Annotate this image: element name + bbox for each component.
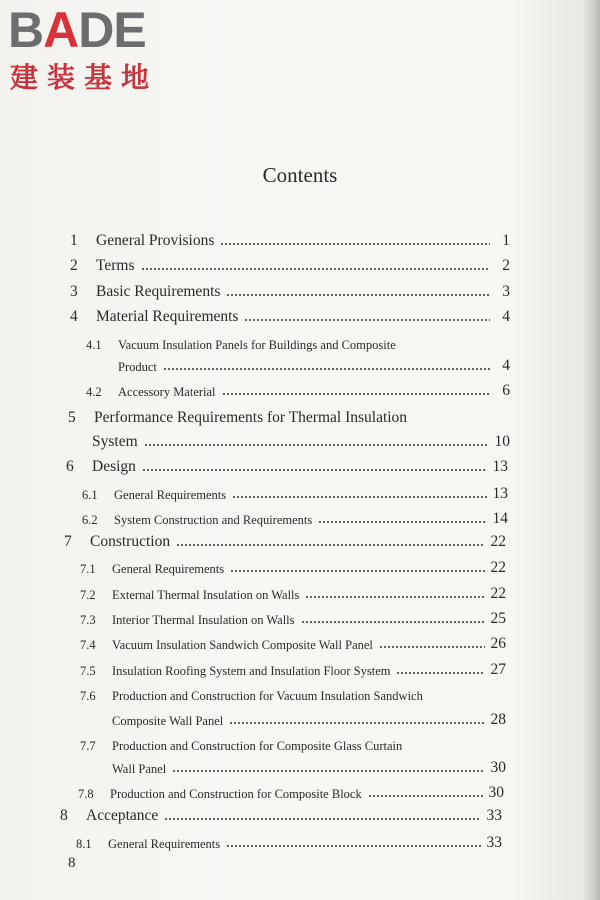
toc-entry-title: System Construction and Requirements [114, 513, 313, 527]
toc-entry-title: Vacuum Insulation Panels for Buildings and Composite [118, 338, 396, 352]
toc-entry-number: 7 [64, 533, 72, 550]
dot-leader [220, 236, 490, 246]
toc-entry-number: 7.8 [78, 787, 94, 801]
toc-entry-7 [64, 527, 506, 551]
toc-entry-number: 8.1 [76, 837, 92, 851]
toc-entry-page: 28 [490, 711, 506, 728]
toc-entry-page: 13 [492, 458, 508, 475]
dot-leader [396, 665, 484, 675]
toc-entry-title: Performance Requirements for Thermal Insulation [94, 409, 408, 426]
toc-entry-title-cont: Composite Wall Panel [112, 714, 224, 728]
toc-entry-page: 4 [502, 357, 510, 374]
dot-leader [144, 437, 489, 447]
toc-entry-title: Insulation Roofing System and Insulation Floor System [112, 664, 391, 678]
toc-entry-4-1-cont [118, 351, 510, 375]
toc-entry-7-6-cont [112, 705, 506, 729]
dot-leader [226, 287, 490, 297]
toc-entry-number: 7.5 [80, 664, 96, 678]
toc-entry-7-7-cont [112, 753, 506, 777]
toc-entry-page: 4 [502, 308, 510, 325]
toc-entry-number: 8 [60, 807, 68, 824]
toc-entry-number: 4 [70, 308, 78, 325]
toc-entry-number: 2 [70, 257, 78, 274]
toc-entry-7-7 [80, 730, 506, 754]
toc-entry-page: 30 [488, 784, 504, 801]
toc-entry-5 [68, 403, 510, 427]
toc-entry-number: 6.1 [82, 488, 98, 502]
toc-entry-title-cont: System [92, 433, 138, 450]
page-number: 8 [68, 855, 76, 871]
logo-tagline: 建装基地 [10, 61, 159, 94]
toc-entry-6 [66, 452, 508, 476]
logo-wordmark: BADE [8, 2, 146, 58]
toc-entry-title: General Provisions [96, 232, 215, 249]
toc-entry-page: 26 [490, 635, 506, 652]
dot-leader [368, 788, 483, 798]
toc-entry-7-8 [78, 778, 504, 802]
page-title: Contents [262, 163, 338, 187]
toc-entry-7-3 [80, 604, 506, 628]
dot-leader [176, 537, 484, 547]
toc-entry-title: Interior Thermal Insulation on Walls [112, 613, 295, 627]
toc-entry-8 [60, 801, 502, 825]
toc-entry-title: Construction [90, 533, 171, 550]
toc-entry-page: 3 [502, 283, 510, 300]
toc-entry-1 [70, 226, 510, 250]
dot-leader [172, 763, 484, 773]
toc-entry-title: External Thermal Insulation on Walls [112, 588, 300, 602]
dot-leader [229, 715, 484, 725]
toc-entry-number: 5 [68, 409, 76, 426]
toc-entry-page: 2 [502, 257, 510, 274]
toc-entry-title: Vacuum Insulation Sandwich Composite Wall Panel [112, 638, 373, 652]
toc-entry-4-1 [86, 329, 510, 353]
toc-entry-8-1 [76, 828, 502, 852]
dot-leader [141, 261, 490, 271]
toc-entry-page: 22 [490, 585, 506, 602]
toc-entry-number: 7.2 [80, 588, 96, 602]
toc-entry-number: 4.2 [86, 385, 102, 399]
toc-entry-number: 6.2 [82, 513, 98, 527]
dot-leader [232, 489, 486, 499]
dot-leader [318, 514, 486, 524]
toc-entry-page: 1 [502, 232, 510, 249]
toc-entry-title: Basic Requirements [96, 283, 221, 300]
toc-entry-number: 7.7 [80, 739, 96, 753]
toc-entry-title: Accessory Material [118, 385, 216, 399]
toc-entry-7-4 [80, 629, 506, 653]
toc-entry-page: 6 [502, 382, 510, 399]
toc-entry-7-2 [80, 579, 506, 603]
toc-entry-title: Acceptance [86, 807, 159, 824]
toc-entry-page: 10 [494, 433, 510, 450]
dot-leader [305, 589, 484, 599]
dot-leader [164, 811, 480, 821]
dot-leader [163, 361, 490, 371]
dot-leader [142, 462, 487, 472]
toc-entry-2 [70, 251, 510, 275]
toc-entry-page: 22 [490, 559, 506, 576]
toc-entry-title: Production and Construction for Composite Glass Curtain [112, 739, 403, 753]
toc-entry-title: Material Requirements [96, 308, 239, 325]
toc-entry-title: General Requirements [114, 488, 227, 502]
toc-entry-page: 33 [486, 807, 502, 824]
dot-leader [230, 563, 484, 573]
toc-entry-title: Production and Construction for Vacuum Insulation Sandwich [112, 689, 423, 703]
dot-leader [379, 639, 485, 649]
toc-entry-number: 4.1 [86, 338, 102, 352]
dot-leader [301, 614, 485, 624]
toc-entry-number: 7.6 [80, 689, 96, 703]
toc-entry-page: 22 [490, 533, 506, 550]
toc-entry-number: 7.3 [80, 613, 96, 627]
toc-entry-6-1 [82, 479, 508, 503]
toc-entry-number: 6 [66, 458, 74, 475]
toc-entry-number: 7.1 [80, 562, 96, 576]
toc-entry-3 [70, 277, 510, 301]
toc-entry-page: 14 [492, 510, 508, 527]
toc-entry-7-6 [80, 680, 506, 704]
dot-leader [222, 386, 490, 396]
toc-entry-page: 30 [490, 759, 506, 776]
toc-entry-5-cont [92, 427, 510, 451]
toc-entry-title-cont: Wall Panel [112, 762, 167, 776]
toc-entry-number: 1 [70, 232, 78, 249]
toc-entry-number: 7.4 [80, 638, 96, 652]
toc-entry-page: 25 [490, 610, 506, 627]
toc-entry-title: Terms [96, 257, 135, 274]
toc-entry-number: 3 [70, 283, 78, 300]
toc-entry-7-5 [80, 655, 506, 679]
toc-entry-title: General Requirements [112, 562, 225, 576]
toc-entry-title-cont: Product [118, 360, 157, 374]
toc-entry-6-2 [82, 504, 508, 528]
toc-entry-4-2 [86, 376, 510, 400]
toc-entry-page: 27 [490, 661, 506, 678]
toc-entry-title: Design [92, 458, 136, 475]
dot-leader [244, 312, 490, 322]
toc-entry-7-1 [80, 553, 506, 577]
dot-leader [226, 838, 480, 848]
toc-entry-page: 13 [492, 485, 508, 502]
toc-entry-4 [70, 302, 510, 326]
toc-entry-title: General Requirements [108, 837, 221, 851]
toc-entry-title: Production and Construction for Composite Block [110, 787, 362, 801]
toc-entry-page: 33 [486, 834, 502, 851]
